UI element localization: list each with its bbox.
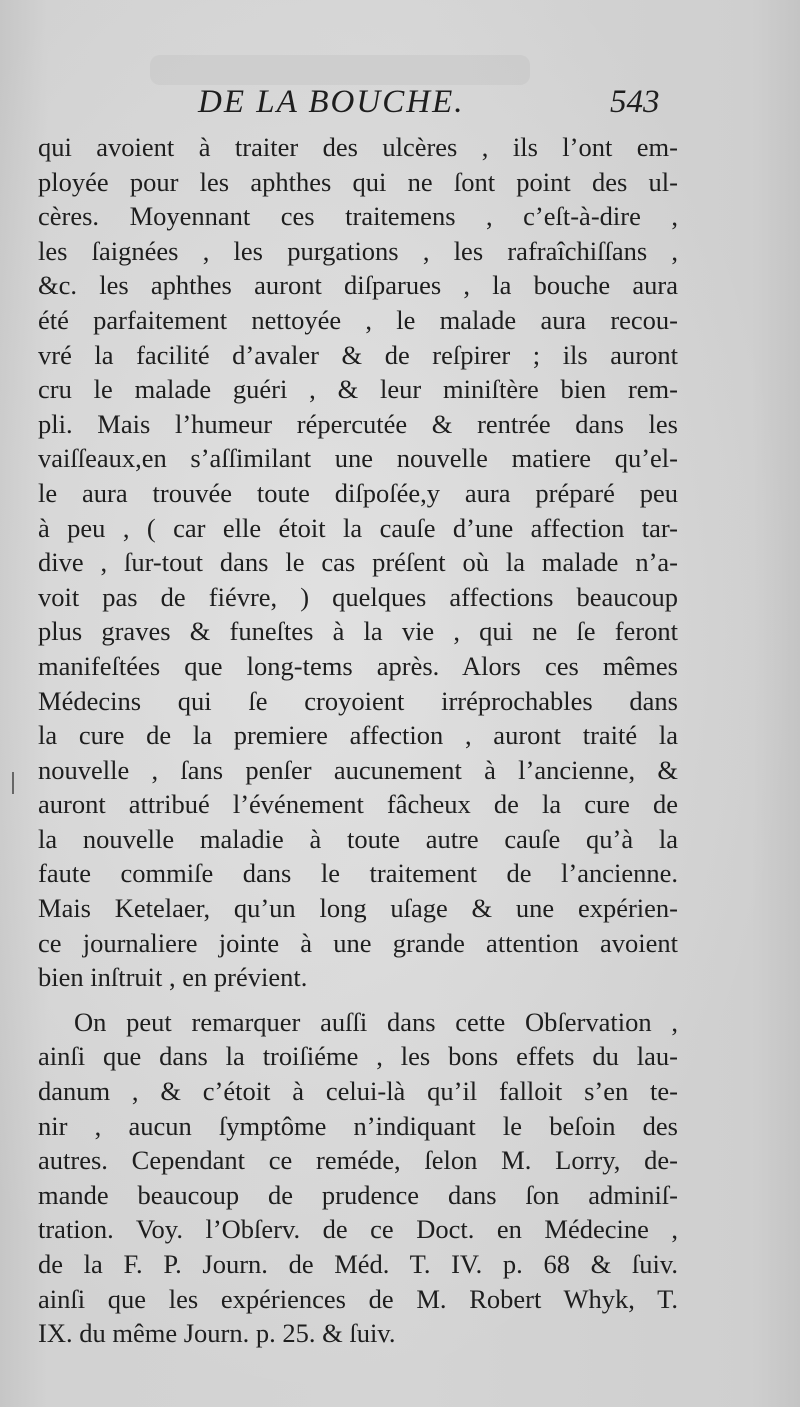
margin-mark [12, 772, 14, 794]
text-line: tration. Voy. l’Obſerv. de ce Doct. en Médecine , [38, 1214, 678, 1245]
text-line: On peut remarquer auſſi dans cette Obſervation , [74, 1006, 678, 1037]
paragraph-2 [38, 1005, 678, 1351]
text-line: vré la facilité d’avaler & de reſpirer ; ils auront [38, 339, 678, 370]
text-line: danum , & c’étoit à celui-là qu’il falloit s’en te- [38, 1076, 678, 1107]
text-line: ainſi que les expériences de M. Robert Whyk, T. [38, 1283, 678, 1314]
text-line: la cure de la premiere affection , auront traité la [38, 720, 678, 751]
text-line: le aura trouvée toute diſpoſée,y aura préparé peu [38, 477, 678, 508]
text-line: auront attribué l’événement fâcheux de la cure de [38, 789, 678, 820]
text-line: qui avoient à traiter des ulcères , ils l’ont em- [38, 132, 678, 162]
paragraph-1 [38, 130, 678, 995]
text-line: pli. Mais l’humeur répercutée & rentrée dans les [38, 408, 678, 439]
body-text [38, 130, 678, 1351]
text-line: dive , ſur-tout dans le cas préſent où la malade n’a- [38, 547, 678, 578]
text-line: &c. les aphthes auront diſparues , la bouche aura [38, 270, 678, 301]
text-line: mande beaucoup de prudence dans ſon adminiſ- [38, 1179, 678, 1210]
paragraph-gap [38, 995, 678, 1005]
text-line: voit pas de fiévre, ) quelques affections beaucoup [38, 581, 678, 612]
text-line: de la F. P. Journ. de Méd. T. IV. p. 68 & ſuiv. [38, 1249, 678, 1279]
text-line: été parfaitement nettoyée , le malade aura recou- [38, 304, 678, 335]
text-line: ployée pour les aphthes qui ne ſont point des ul- [38, 166, 678, 197]
text-line: autres. Cependant ce reméde, ſelon M. Lorry, de- [38, 1145, 678, 1176]
text-line: cru le malade guéri , & leur miniſtère bien rem- [38, 374, 678, 405]
page-number: 543 [610, 84, 660, 120]
text-line: ainſi que dans la troiſiéme , les bons effets du lau- [38, 1041, 678, 1072]
text-line: la nouvelle maladie à toute autre cauſe qu’à la [38, 823, 678, 854]
text-line: Mais Ketelaer, qu’un long uſage & une expérien- [38, 893, 678, 924]
text-line: nir , aucun ſymptôme n’indiquant le beſoin des [38, 1110, 678, 1141]
text-line: ce journaliere jointe à une grande attention avoient [38, 927, 678, 958]
text-line: Médecins qui ſe croyoient irréprochables dans [38, 685, 678, 716]
text-line: à peu , ( car elle étoit la cauſe d’une affection tar- [38, 512, 678, 543]
text-line: IX. du même Journ. p. 25. & ſuiv. [38, 1318, 396, 1349]
text-line: cères. Moyennant ces traitemens , c’eſt-à-dire , [38, 201, 678, 232]
text-line: nouvelle , ſans penſer aucunement à l’ancienne, & [38, 754, 678, 785]
text-line: faute commiſe dans le traitement de l’ancienne. [38, 858, 678, 889]
text-line: bien inſtruit , en prévient. [38, 962, 308, 993]
page-header [0, 80, 800, 124]
text-line: manifeſtées que long-tems après. Alors ces mêmes [38, 650, 678, 681]
text-line: plus graves & funeſtes à la vie , qui ne ſe feront [38, 616, 678, 647]
running-title: DE LA BOUCHE. [198, 84, 465, 120]
text-line: les ſaignées , les purgations , les rafraîchiſſans , [38, 235, 678, 266]
text-line: vaiſſeaux,en s’aſſimilant une nouvelle matiere qu’el- [38, 443, 678, 474]
